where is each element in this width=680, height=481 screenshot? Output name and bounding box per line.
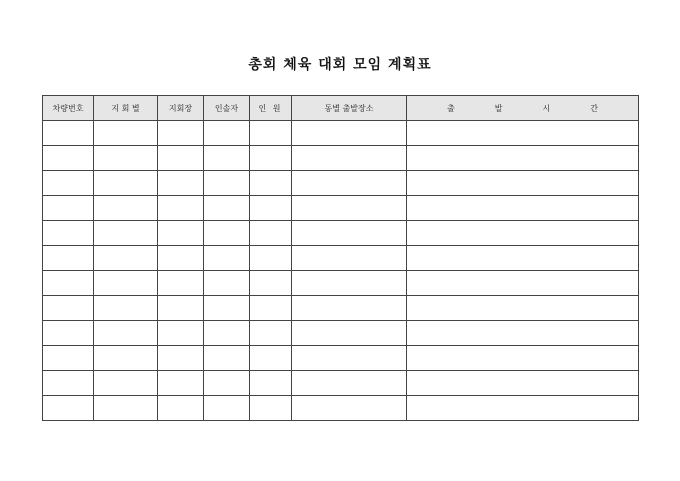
table-cell[interactable] bbox=[158, 146, 204, 171]
table-cell[interactable] bbox=[292, 221, 407, 246]
table-cell[interactable] bbox=[204, 246, 250, 271]
table-cell[interactable] bbox=[250, 396, 292, 421]
plan-table bbox=[42, 95, 639, 421]
table-cell[interactable] bbox=[407, 196, 639, 221]
table-cell[interactable] bbox=[250, 196, 292, 221]
table-cell[interactable] bbox=[292, 396, 407, 421]
table-row bbox=[43, 346, 639, 371]
table-cell[interactable] bbox=[94, 146, 158, 171]
table-body bbox=[43, 121, 639, 421]
table-cell[interactable] bbox=[158, 296, 204, 321]
header-departure-time-char: 시 bbox=[542, 103, 551, 113]
table-cell[interactable] bbox=[407, 346, 639, 371]
table-cell[interactable] bbox=[407, 246, 639, 271]
table-cell[interactable] bbox=[94, 196, 158, 221]
table-cell[interactable] bbox=[43, 296, 94, 321]
table-cell[interactable] bbox=[250, 371, 292, 396]
table-cell[interactable] bbox=[250, 121, 292, 146]
table-cell[interactable] bbox=[43, 171, 94, 196]
table-cell[interactable] bbox=[94, 121, 158, 146]
table-cell[interactable] bbox=[94, 171, 158, 196]
table-cell[interactable] bbox=[407, 296, 639, 321]
table-cell[interactable] bbox=[407, 146, 639, 171]
table-cell[interactable] bbox=[250, 146, 292, 171]
table-cell[interactable] bbox=[204, 346, 250, 371]
table-cell[interactable] bbox=[250, 296, 292, 321]
header-branch-head: 지회장 bbox=[158, 96, 204, 121]
table-cell[interactable] bbox=[250, 321, 292, 346]
table-cell[interactable] bbox=[204, 321, 250, 346]
table-cell[interactable] bbox=[158, 321, 204, 346]
table-cell[interactable] bbox=[204, 221, 250, 246]
table-cell[interactable] bbox=[204, 171, 250, 196]
table-cell[interactable] bbox=[292, 346, 407, 371]
table-cell[interactable] bbox=[407, 271, 639, 296]
table-cell[interactable] bbox=[204, 196, 250, 221]
table-cell[interactable] bbox=[94, 296, 158, 321]
table-cell[interactable] bbox=[292, 321, 407, 346]
table-cell[interactable] bbox=[292, 171, 407, 196]
header-departure-time-char: 출 bbox=[447, 103, 455, 113]
table-cell[interactable] bbox=[292, 246, 407, 271]
header-departure-time-char: 간 bbox=[590, 103, 598, 113]
table-cell[interactable] bbox=[158, 221, 204, 246]
table-cell[interactable] bbox=[94, 246, 158, 271]
table-cell[interactable] bbox=[204, 296, 250, 321]
table-row bbox=[43, 196, 639, 221]
header-departure-place: 동별 출발장소 bbox=[292, 96, 407, 121]
table-cell[interactable] bbox=[204, 396, 250, 421]
header-departure-time bbox=[407, 96, 639, 121]
table-cell[interactable] bbox=[407, 121, 639, 146]
table-cell[interactable] bbox=[43, 271, 94, 296]
table-row bbox=[43, 271, 639, 296]
table-cell[interactable] bbox=[158, 171, 204, 196]
table-row bbox=[43, 121, 639, 146]
table-cell[interactable] bbox=[94, 346, 158, 371]
header-departure-time-char: 발 bbox=[494, 103, 503, 113]
table-cell[interactable] bbox=[250, 221, 292, 246]
table-row bbox=[43, 296, 639, 321]
table-cell[interactable] bbox=[43, 246, 94, 271]
table-cell[interactable] bbox=[250, 346, 292, 371]
table-cell[interactable] bbox=[292, 121, 407, 146]
table-cell[interactable] bbox=[43, 346, 94, 371]
table-cell[interactable] bbox=[407, 221, 639, 246]
table-cell[interactable] bbox=[94, 321, 158, 346]
table-cell[interactable] bbox=[292, 146, 407, 171]
table-cell[interactable] bbox=[204, 371, 250, 396]
table-row bbox=[43, 321, 639, 346]
table-row bbox=[43, 221, 639, 246]
table-row bbox=[43, 171, 639, 196]
table-cell[interactable] bbox=[158, 121, 204, 146]
table-cell[interactable] bbox=[292, 271, 407, 296]
table-cell[interactable] bbox=[43, 321, 94, 346]
header-headcount: 인 원 bbox=[250, 96, 292, 121]
table-cell[interactable] bbox=[43, 196, 94, 221]
table-cell[interactable] bbox=[158, 346, 204, 371]
table-row bbox=[43, 371, 639, 396]
table-cell[interactable] bbox=[43, 396, 94, 421]
table-cell[interactable] bbox=[292, 371, 407, 396]
table-cell[interactable] bbox=[94, 396, 158, 421]
table-cell[interactable] bbox=[292, 196, 407, 221]
table-cell[interactable] bbox=[250, 246, 292, 271]
table-cell[interactable] bbox=[94, 271, 158, 296]
table-cell[interactable] bbox=[204, 271, 250, 296]
table-cell[interactable] bbox=[204, 146, 250, 171]
table-cell[interactable] bbox=[407, 371, 639, 396]
table-cell[interactable] bbox=[158, 246, 204, 271]
table-cell[interactable] bbox=[407, 396, 639, 421]
table-cell[interactable] bbox=[158, 371, 204, 396]
header-leader: 인솔자 bbox=[204, 96, 250, 121]
table-row bbox=[43, 396, 639, 421]
table-cell[interactable] bbox=[292, 296, 407, 321]
table-cell[interactable] bbox=[158, 396, 204, 421]
header-vehicle-no: 차량번호 bbox=[43, 96, 94, 121]
table-cell[interactable] bbox=[43, 371, 94, 396]
page-title: 총회 체육 대회 모임 계획표 bbox=[248, 57, 432, 73]
table-cell[interactable] bbox=[407, 171, 639, 196]
table-cell[interactable] bbox=[94, 371, 158, 396]
table-row bbox=[43, 246, 639, 271]
table-cell[interactable] bbox=[158, 271, 204, 296]
table-cell[interactable] bbox=[43, 221, 94, 246]
table-cell[interactable] bbox=[204, 121, 250, 146]
table-header-row bbox=[43, 96, 639, 121]
table-cell[interactable] bbox=[250, 171, 292, 196]
header-by-branch: 지 회 별 bbox=[94, 96, 158, 121]
table-cell[interactable] bbox=[94, 221, 158, 246]
table-cell[interactable] bbox=[43, 146, 94, 171]
table-cell[interactable] bbox=[43, 121, 94, 146]
table-cell[interactable] bbox=[158, 196, 204, 221]
table-cell[interactable] bbox=[407, 321, 639, 346]
table-cell[interactable] bbox=[250, 271, 292, 296]
table-row bbox=[43, 146, 639, 171]
